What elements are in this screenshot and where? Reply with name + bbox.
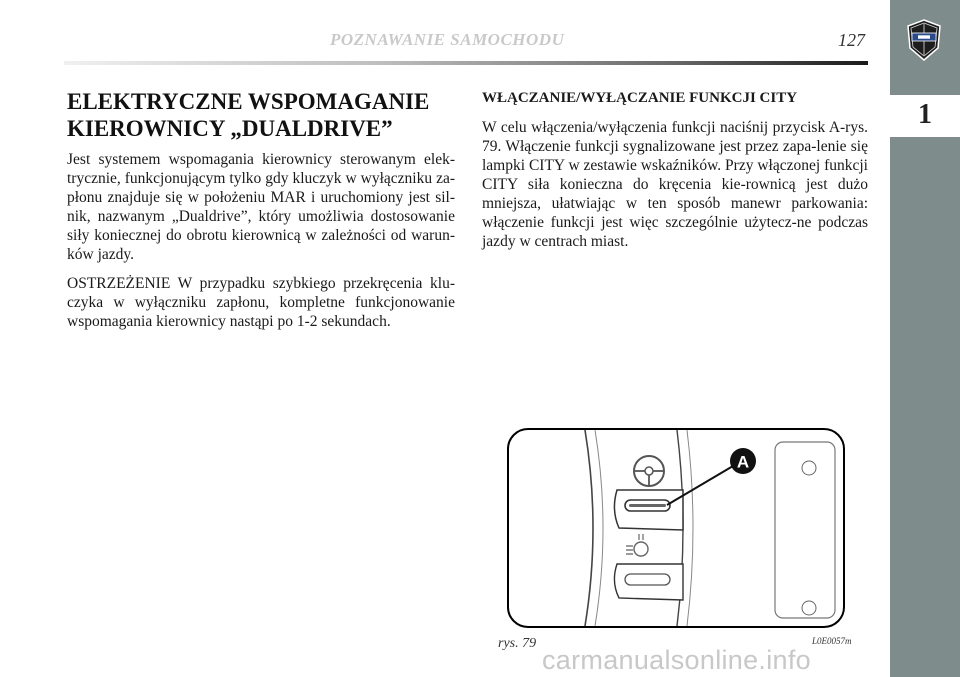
city-button bbox=[614, 490, 683, 530]
running-header-title: POZNAWANIE SAMOCHODU bbox=[330, 30, 565, 49]
dualdrive-description: Jest systemem wspomagania kierownicy sterowanym elek-trycznie, funkcjonującym tylko gdy kluczyk w wyłączniku za-płonu znajduje się w położeniu MAR i uruchomiony jest sil-nik, nazwanym „Dualdrive”, który umożliwia dostosowanie siły koniecznej do obrotu kierownicą w zależności od warun-ków jazdy. bbox=[67, 151, 455, 263]
section-heading-line1: ELEKTRYCZNE WSPOMAGANIE bbox=[67, 89, 430, 114]
figure-code: L0E0057m bbox=[812, 636, 852, 646]
lancia-logo-icon bbox=[905, 18, 943, 62]
callout-label: A bbox=[736, 452, 750, 472]
chapter-tab[interactable] bbox=[890, 95, 960, 137]
watermark: carmanualsonline.info bbox=[542, 645, 811, 675]
header-rule bbox=[64, 61, 868, 65]
figure-caption: rys. 79 bbox=[498, 636, 537, 651]
page-number: 127 bbox=[838, 30, 865, 50]
city-function-heading: WŁĄCZANIE/WYŁĄCZANIE FUNKCJI CITY bbox=[482, 90, 798, 106]
figure-dashboard-switch bbox=[507, 428, 845, 628]
section-heading bbox=[67, 88, 457, 142]
city-function-paragraph: W celu włączenia/wyłączenia funkcji naciśnij przycisk A-rys. 79. Włączenie funkcji sygnalizowane jest przez zapa-lenie się lampki CITY w zestawie wskaźników. Przy włączonej funkcji CITY siła konieczna do kręcenia kie-rownicą jest dużo mniejsza, ułatwiając w ten sposób manewr parkowania: włączenie funkcji jest więc szczególnie użytecz-ne podczas jazdy w centrach miast. bbox=[482, 119, 868, 250]
section-heading-line2: KIEROWNICY „DUALDRIVE” bbox=[67, 116, 393, 141]
warning-paragraph: OSTRZEŻENIE W przypadku szybkiego przekręcenia klu-czyka w wyłączniku zapłonu, kompletne funkcjonowanie wspomagania kierownicy nastąpi po 1-2 sekundach. bbox=[67, 275, 455, 330]
chapter-number: 1 bbox=[918, 99, 932, 130]
